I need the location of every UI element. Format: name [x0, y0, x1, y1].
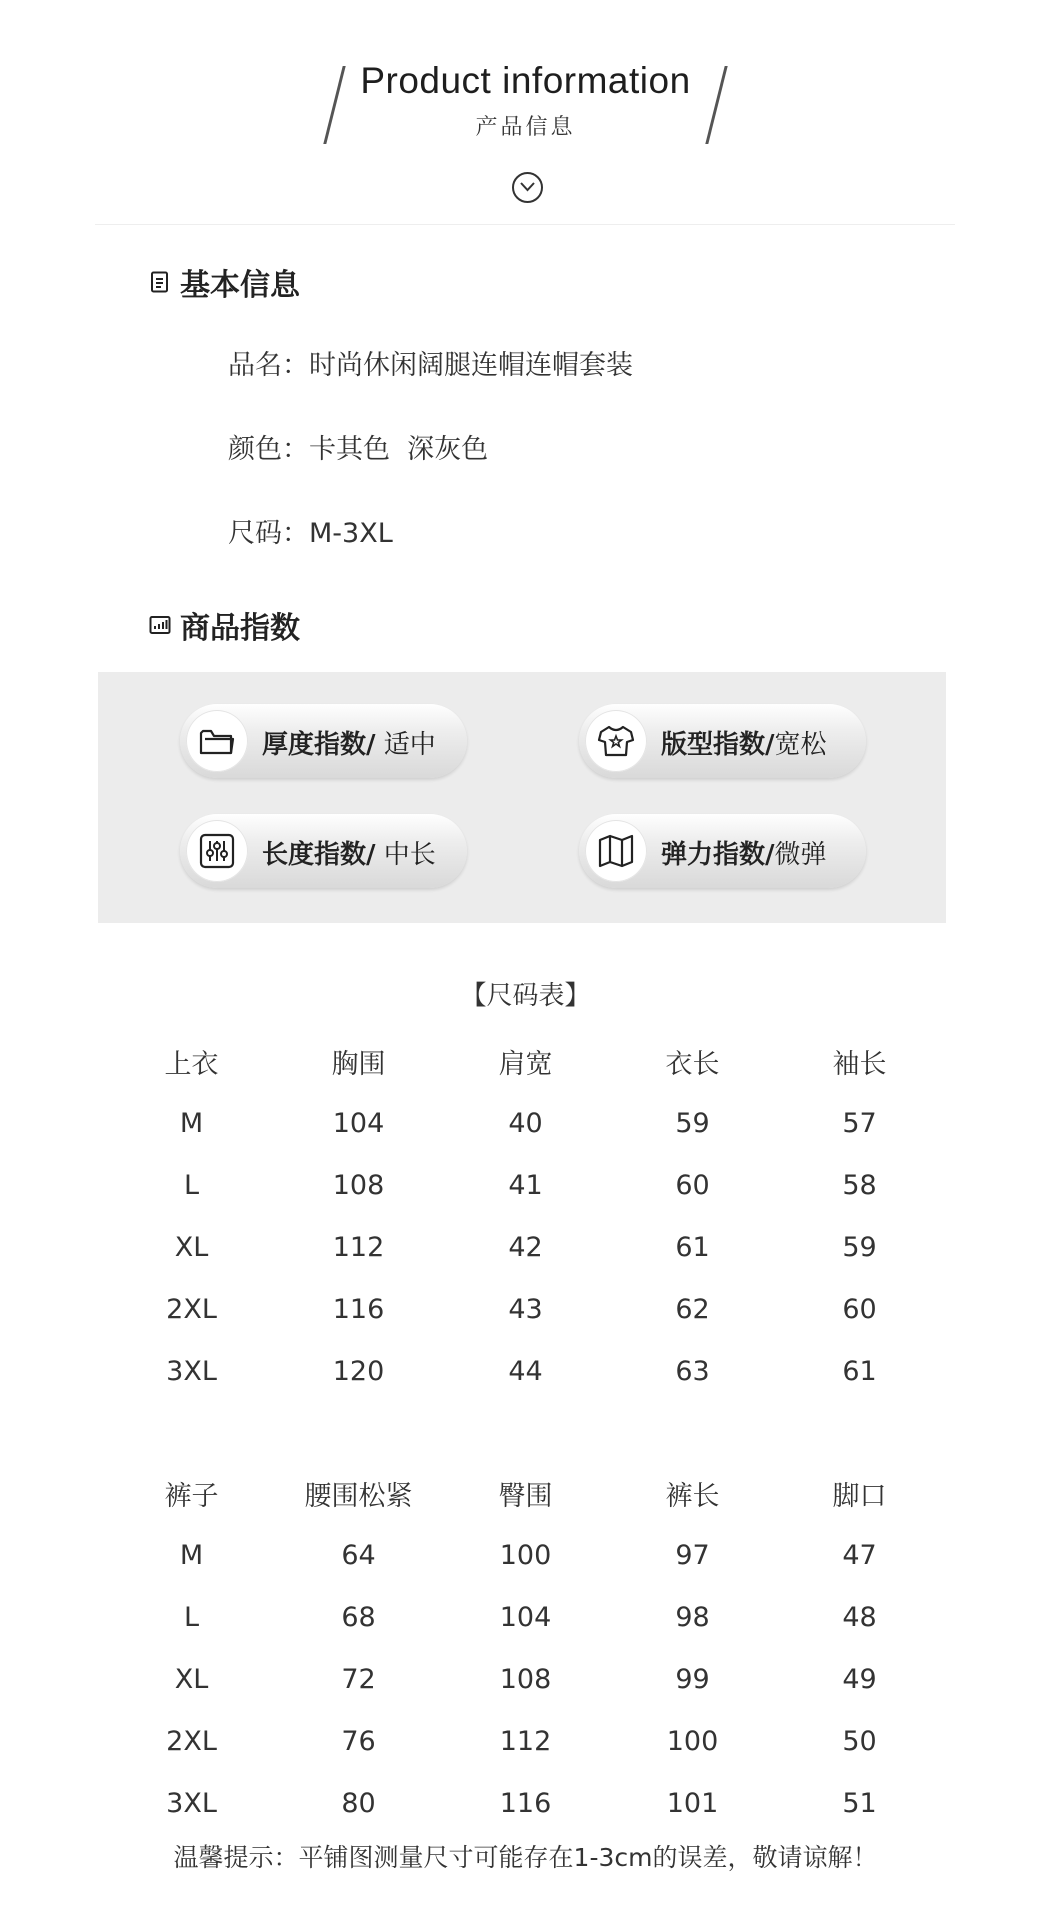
- table-cell: 58: [842, 1169, 877, 1201]
- info-row-name: [228, 343, 633, 382]
- index-label: 厚度指数/ 适中: [262, 730, 436, 760]
- table-row: [108, 1092, 943, 1154]
- table-cell: 120: [332, 1355, 385, 1387]
- table-row: [108, 1154, 943, 1216]
- table-cell: 104: [332, 1107, 385, 1139]
- table-header-cell: 脚口: [832, 1480, 887, 1512]
- table-cell: 104: [499, 1601, 552, 1633]
- table-row: [108, 1586, 943, 1648]
- table-row: [108, 1648, 943, 1710]
- table-cell: 47: [842, 1539, 877, 1571]
- table-header-cell: 臀围: [498, 1480, 553, 1512]
- info-row-size: [228, 511, 393, 550]
- document-icon: [148, 270, 172, 294]
- product-index-heading: [148, 605, 300, 645]
- table-cell: 42: [508, 1231, 543, 1263]
- table-cell: 61: [675, 1231, 710, 1263]
- table-cell: 64: [341, 1539, 376, 1571]
- product-info-header: [0, 0, 1051, 225]
- info-row-color: [228, 427, 488, 466]
- table-cell: 97: [675, 1539, 710, 1571]
- table-cell: 44: [508, 1355, 543, 1387]
- table-cell: 116: [499, 1787, 552, 1819]
- table-cell: 59: [842, 1231, 877, 1263]
- table-header-cell: 腰围松紧: [304, 1480, 413, 1512]
- table-cell: 2XL: [166, 1725, 217, 1757]
- table-header-cell: 肩宽: [498, 1048, 553, 1080]
- table-cell: 112: [332, 1231, 385, 1263]
- table-header-cell: 胸围: [331, 1048, 386, 1080]
- table-cell: 98: [675, 1601, 710, 1633]
- info-value: 卡其色 深灰色: [309, 434, 489, 465]
- table-cell: 108: [332, 1169, 385, 1201]
- table-cell: XL: [174, 1231, 209, 1263]
- table-row: [108, 1772, 943, 1834]
- index-pill-fit: [579, 704, 866, 778]
- size-chart-title: 【尺码表】: [460, 981, 591, 1011]
- info-label: 颜色：: [228, 434, 309, 465]
- tops-size-table: [108, 1030, 943, 1402]
- table-cell: 76: [341, 1725, 376, 1757]
- table-cell: XL: [174, 1663, 209, 1695]
- table-cell: 100: [666, 1725, 719, 1757]
- table-header-cell: 袖长: [832, 1048, 887, 1080]
- table-cell: 48: [842, 1601, 877, 1633]
- table-cell: 63: [675, 1355, 710, 1387]
- title-english: Product information: [360, 60, 691, 101]
- table-cell: 57: [842, 1107, 877, 1139]
- table-cell: 101: [666, 1787, 719, 1819]
- pants-size-table: [108, 1462, 943, 1834]
- info-value: M-3XL: [309, 518, 393, 549]
- table-row: [108, 1524, 943, 1586]
- basic-info-heading: [148, 262, 300, 302]
- table-cell: 60: [842, 1293, 877, 1325]
- product-index-panel: [98, 672, 946, 923]
- table-header-cell: 衣长: [665, 1048, 720, 1080]
- table-row: [108, 1340, 943, 1402]
- info-label: 品名：: [228, 350, 309, 381]
- product-index-title: 商品指数: [180, 611, 300, 646]
- map-fold-icon: [585, 820, 647, 882]
- table-header-row: [108, 1030, 943, 1092]
- chevron-down-circle-icon: [512, 172, 543, 203]
- info-value: 时尚休闲阔腿连帽连帽套装: [309, 350, 633, 381]
- index-pill-thickness: [180, 704, 467, 778]
- table-row: [108, 1710, 943, 1772]
- table-cell: L: [183, 1169, 200, 1201]
- index-pill-length: [180, 814, 467, 888]
- table-cell: L: [183, 1601, 200, 1633]
- table-cell: 43: [508, 1293, 543, 1325]
- bar-chart-icon: [148, 613, 172, 637]
- table-cell: 112: [499, 1725, 552, 1757]
- table-cell: 59: [675, 1107, 710, 1139]
- table-row: [108, 1278, 943, 1340]
- title-chinese: 产品信息: [475, 115, 576, 140]
- table-cell: 3XL: [166, 1355, 217, 1387]
- table-cell: 40: [508, 1107, 543, 1139]
- table-cell: 62: [675, 1293, 710, 1325]
- table-cell: 108: [499, 1663, 552, 1695]
- sliders-icon: [186, 820, 248, 882]
- table-cell: 116: [332, 1293, 385, 1325]
- index-label: 长度指数/ 中长: [262, 840, 436, 870]
- table-cell: M: [179, 1539, 204, 1571]
- table-cell: 72: [341, 1663, 376, 1695]
- index-pill-elasticity: [579, 814, 866, 888]
- table-cell: 99: [675, 1663, 710, 1695]
- table-cell: 41: [508, 1169, 543, 1201]
- table-cell: 49: [842, 1663, 877, 1695]
- index-label: 弹力指数/微弹: [661, 840, 827, 870]
- folder-icon: [186, 710, 248, 772]
- index-label: 版型指数/宽松: [661, 730, 827, 760]
- table-header-cell: 裤长: [665, 1480, 720, 1512]
- table-cell: 61: [842, 1355, 877, 1387]
- table-cell: 80: [341, 1787, 376, 1819]
- basic-info-title: 基本信息: [180, 268, 300, 303]
- table-cell: 3XL: [166, 1787, 217, 1819]
- header-divider: [95, 224, 955, 225]
- table-cell: 100: [499, 1539, 552, 1571]
- measurement-note: 温馨提示：平铺图测量尺寸可能存在1-3cm的误差，敬请谅解！: [173, 1843, 878, 1872]
- table-cell: 50: [842, 1725, 877, 1757]
- table-cell: 60: [675, 1169, 710, 1201]
- table-header-row: [108, 1462, 943, 1524]
- table-row: [108, 1216, 943, 1278]
- table-cell: 2XL: [166, 1293, 217, 1325]
- table-cell: 51: [842, 1787, 877, 1819]
- table-cell: 68: [341, 1601, 376, 1633]
- table-cell: M: [179, 1107, 204, 1139]
- table-header-cell: 裤子: [164, 1480, 219, 1512]
- tshirt-icon: [585, 710, 647, 772]
- table-header-cell: 上衣: [164, 1048, 219, 1080]
- info-label: 尺码：: [228, 518, 309, 549]
